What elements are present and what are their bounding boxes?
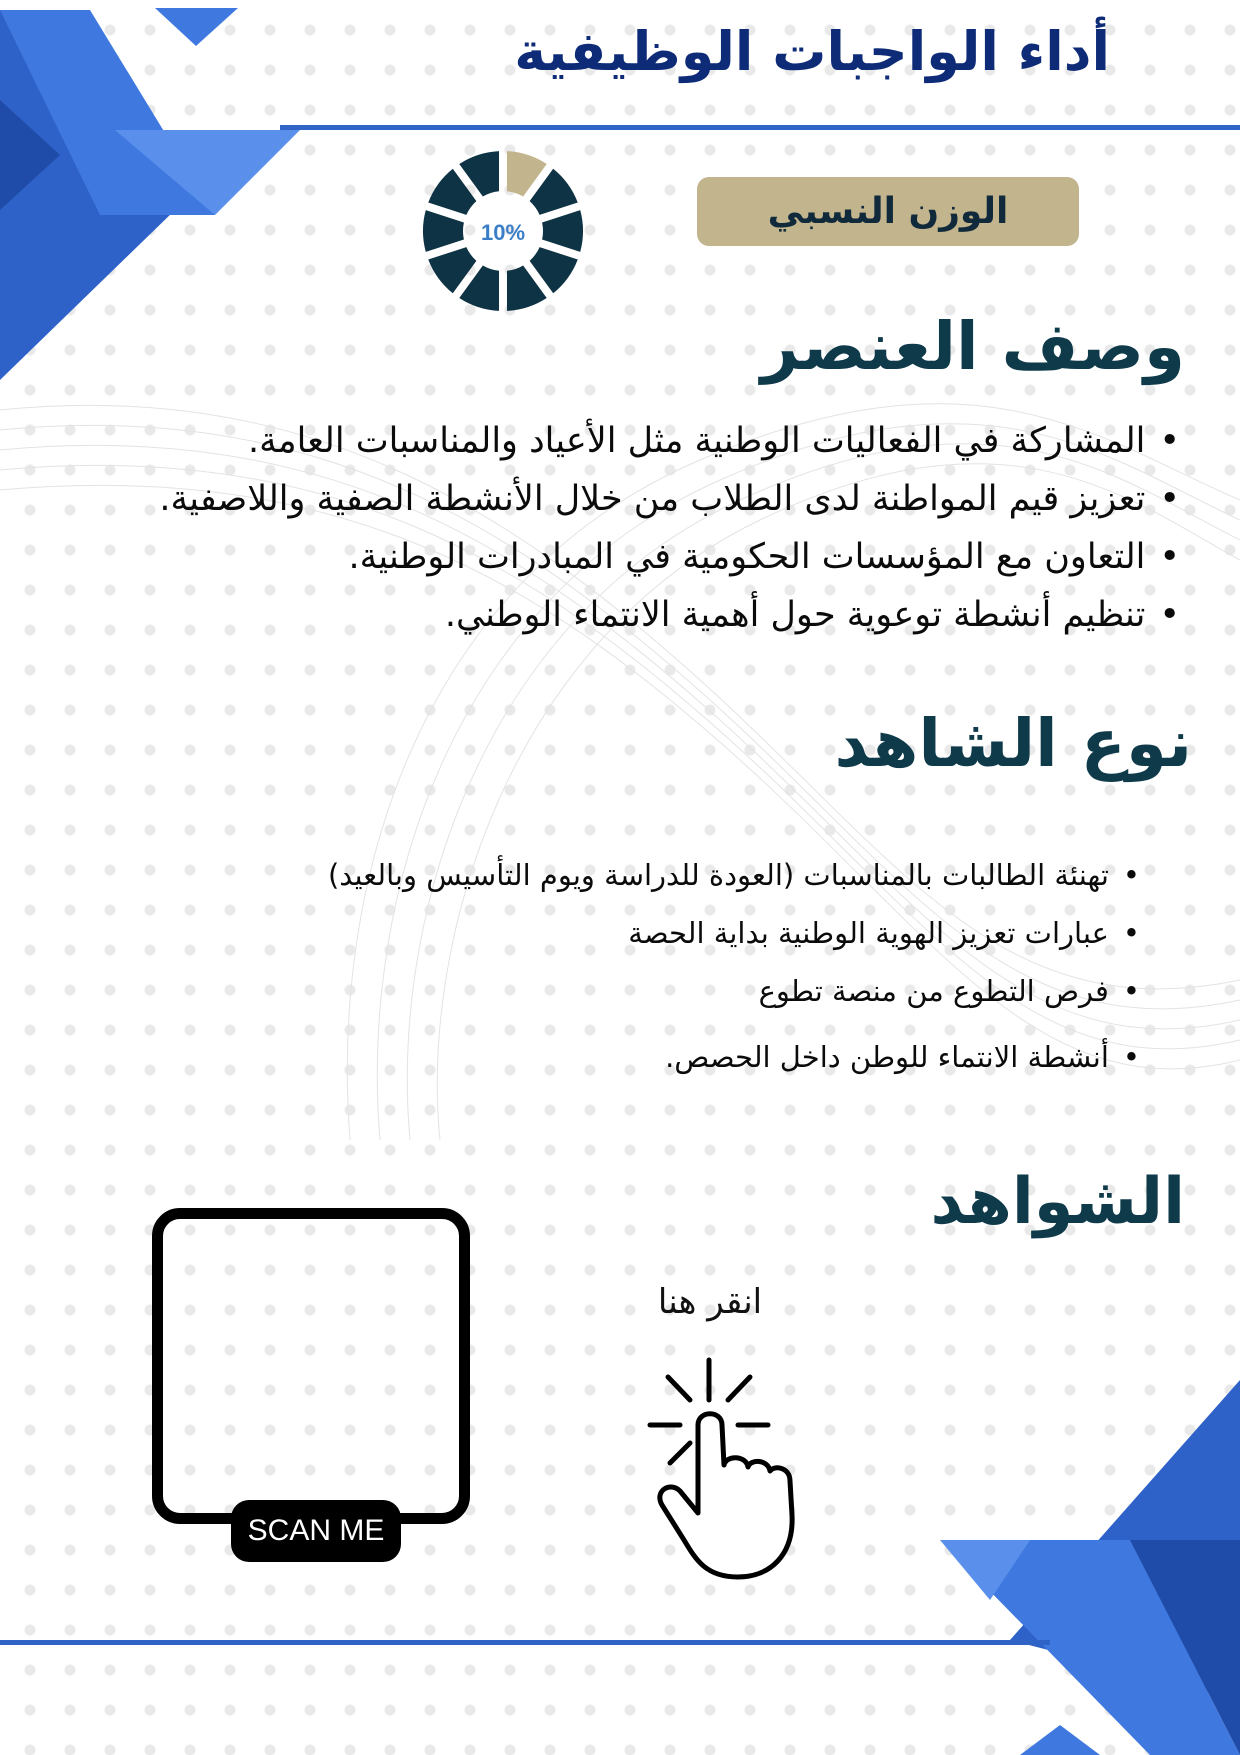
list-item: •تهنئة الطالبات بالمناسبات (العودة للدراسة ويوم التأسيس وبالعيد) — [327, 858, 1140, 892]
list-item: •تنظيم أنشطة توعوية حول أهمية الانتماء الوطني. — [444, 595, 1180, 635]
list-item: •التعاون مع المؤسسات الحكومية في المبادرات الوطنية. — [348, 537, 1180, 577]
list-item: •المشاركة في الفعاليات الوطنية مثل الأعياد والمناسبات العامة. — [248, 421, 1180, 461]
top-rule — [280, 125, 1240, 130]
evidence-type-heading: نوع الشاهد — [834, 705, 1192, 782]
page-title: أداء الواجبات الوظيفية — [514, 20, 1110, 83]
scan-me-badge: SCAN ME — [231, 1500, 401, 1562]
pointing-hand-icon[interactable] — [640, 1355, 840, 1585]
donut-percent-label: 10% — [480, 220, 526, 245]
description-list — [159, 412, 1180, 644]
donut-segment — [542, 210, 583, 252]
evidence-type-list — [328, 846, 1140, 1086]
donut-segment — [423, 210, 464, 252]
list-item: •تعزيز قيم المواطنة لدى الطلاب من خلال الأنشطة الصفية واللاصفية. — [159, 479, 1180, 519]
click-here-label[interactable]: انقر هنا — [657, 1282, 763, 1322]
weight-badge — [697, 177, 1079, 246]
weight-label: الوزن النسبي — [767, 191, 1009, 232]
description-heading: وصف العنصر — [760, 308, 1185, 385]
top-left-decoration — [0, 0, 320, 400]
bottom-right-decoration — [900, 1380, 1240, 1755]
bottom-rule — [0, 1640, 1050, 1645]
list-item: •فرص التطوع من منصة تطوع — [758, 974, 1140, 1008]
list-item: •عبارات تعزيز الهوية الوطنية بداية الحصة — [628, 916, 1140, 950]
list-item: •أنشطة الانتماء للوطن داخل الحصص. — [665, 1040, 1140, 1074]
donut-progress-icon — [420, 148, 586, 314]
evidence-heading: الشواهد — [930, 1165, 1185, 1239]
qr-frame-icon[interactable] — [152, 1208, 470, 1524]
